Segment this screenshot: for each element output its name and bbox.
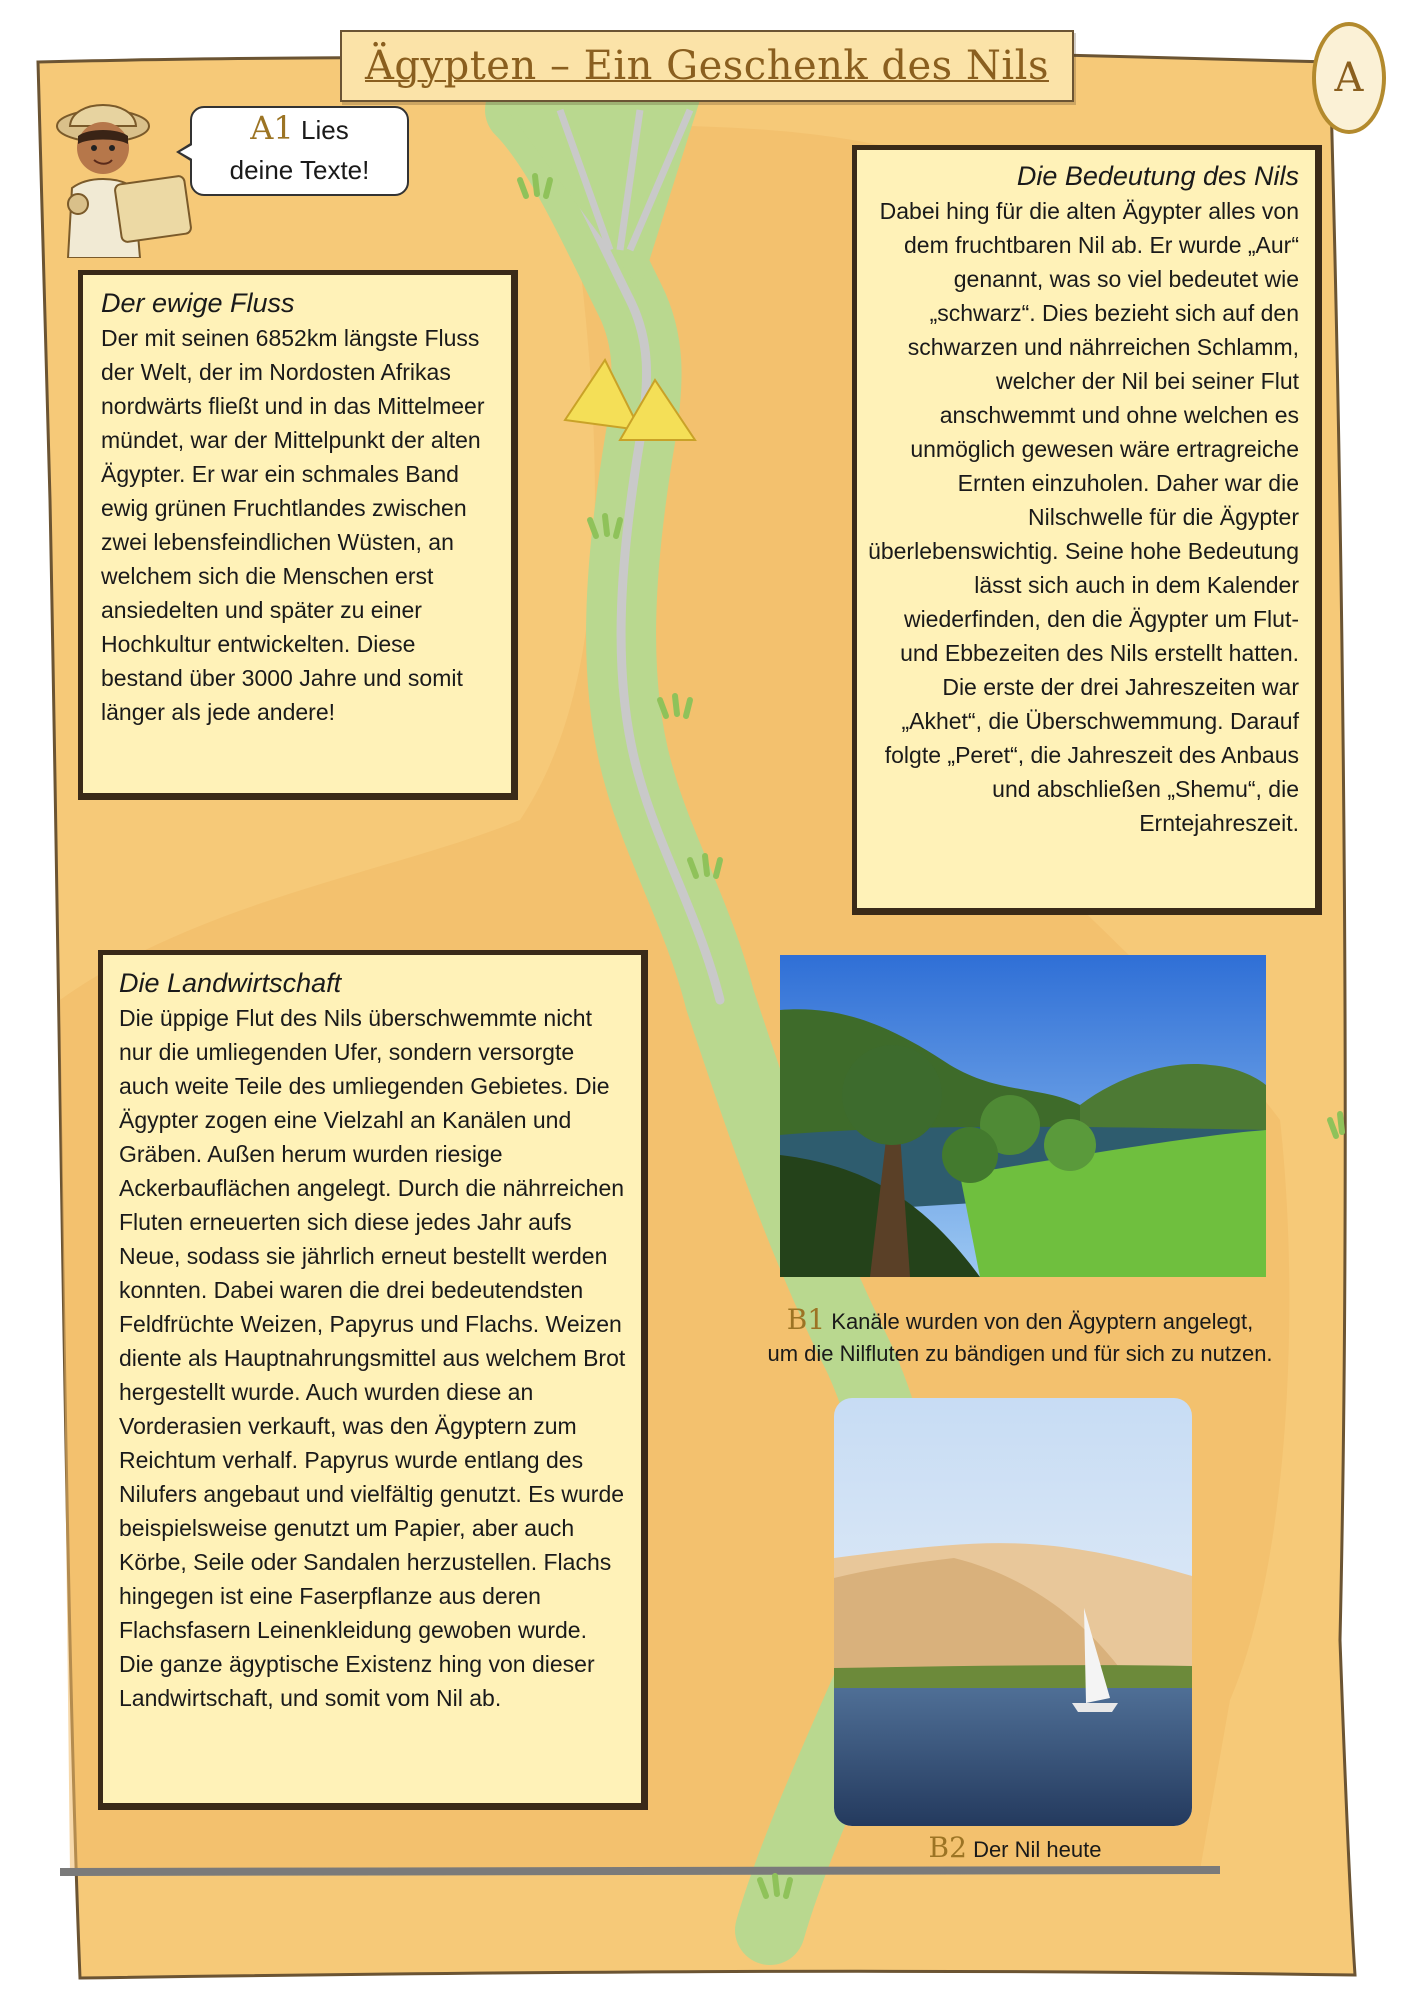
page-title: Ägypten – Ein Geschenk des Nils — [365, 43, 1049, 89]
page-title-banner — [340, 30, 1074, 102]
explorer-mascot-illustration — [48, 88, 198, 258]
task-label: A1 — [250, 109, 294, 147]
section-heading: Die Bedeutung des Nils — [1016, 161, 1299, 191]
task-text-1: Lies — [301, 115, 349, 145]
speech-bubble-tail-fill — [180, 144, 194, 160]
figure-b1-caption — [740, 1304, 1300, 1370]
nile-today-photo — [834, 1398, 1192, 1826]
caption-text-2: um die Nilfluten zu bändigen und für sich zu nutzen. — [767, 1341, 1273, 1366]
task-line-1 — [192, 108, 407, 150]
canal-landscape-photo — [780, 955, 1266, 1277]
section-card-ewige-fluss — [78, 270, 518, 800]
page-letter-badge: A — [1312, 22, 1386, 134]
figure-b2-caption — [880, 1832, 1150, 1866]
section-card-landwirtschaft — [98, 950, 648, 1810]
section-body: Dabei hing für die alten Ägypter alles von dem fruchtbaren Nil ab. Er wurde „Aur“ genannt, was so viel bedeutet wie „schwarz“. Dies bezieht sich auf den schwarzen und nährreichen Schlamm, welcher der Nil bei seiner Flut anschwemmt und ohne welchen es unmöglich gewesen wäre ertragreiche Ernten einzuholen. Daher war die Nilschwelle für die Ägypter überlebenswichtig. Seine hohe Bedeutung lässt sich auch in dem Kalender wiederfinden, den die Ägypter um Flut- und Ebbezeiten des Nils erstellt hatten. Die erste der drei Jahreszeiten war „Akhet“, die Überschwemmung. Darauf folgte „Peret“, die Jahreszeit des Anbaus und abschließen „Shemu“, die Erntejahreszeit. — [868, 198, 1299, 836]
figure-label: B1 — [786, 1303, 826, 1336]
figure-label: B2 — [928, 1831, 967, 1864]
task-speech-bubble — [190, 106, 409, 196]
task-text-2: deine Texte! — [229, 155, 370, 185]
section-heading: Die Landwirtschaft — [119, 968, 342, 998]
section-heading: Der ewige Fluss — [101, 288, 295, 318]
caption-line-1 — [740, 1304, 1300, 1338]
caption-text: Der Nil heute — [973, 1837, 1102, 1862]
section-body: Der mit seinen 6852km längste Fluss der Welt, der im Nordosten Afrikas nordwärts fließt und in das Mittelmeer mündet, war der Mittelpunkt der alten Ägypter. Er war ein schmales Band ewig grünen Fruchtlandes zwischen zwei lebensfeindlichen Wüsten, an welchem sich die Menschen erst ansiedelten und später zu einer Hochkultur entwickelten. Diese bestand über 3000 Jahre und somit länger als jede andere! — [101, 325, 485, 725]
section-body: Die üppige Flut des Nils überschwemmte nicht nur die umliegenden Ufer, sondern versorgte auch weite Teile des umliegenden Gebietes. Die Ägypter zogen eine Vielzahl an Kanälen und Gräben. Außen herum wurden riesige Ackerbauflächen angelegt. Durch die nährreichen Fluten erneuerten sich diese jedes Jahr aufs Neue, sodass sie jährlich erneut bestellt werden konnten. Dabei waren die drei bedeutendsten Feldfrüchte Weizen, Papyrus und Flachs. Weizen diente als Hauptnahrungsmittel aus welchem Brot hergestellt wurde. Auch wurden diese an Vorderasien verkauft, was den Ägyptern zum Reichtum verhalf. Papyrus wurde entlang des Nilufers angebaut und vielfältig genutzt. Es wurde beispielsweise genutzt um Papier, aber auch Körbe, Seile oder Sandalen herzustellen. Flachs hingegen ist eine Faserpflanze aus deren Flachsfasern Leinenkleidung gewoben wurde. Die ganze ägyptische Existenz hing von dieser Landwirtschaft, und somit vom Nil ab. — [119, 1005, 626, 1711]
caption-text-1: Kanäle wurden von den Ägyptern angelegt, — [831, 1309, 1254, 1334]
section-card-bedeutung-nils — [852, 145, 1322, 915]
